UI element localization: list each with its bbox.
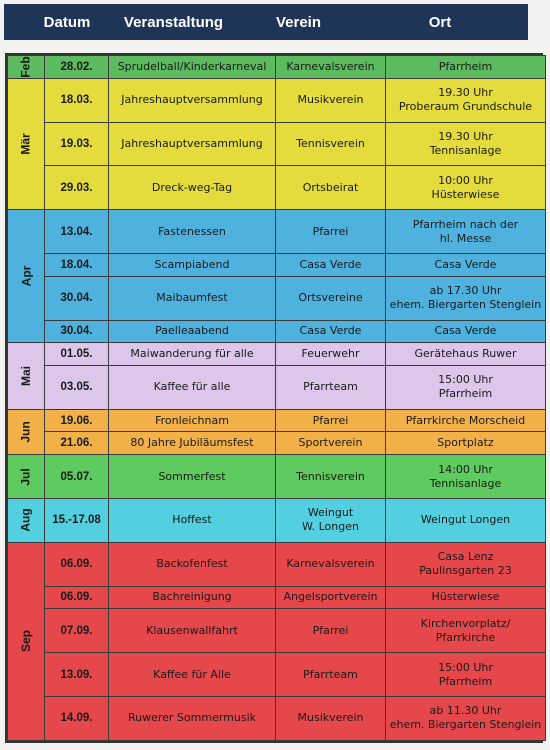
date-text: 30.04. (60, 325, 93, 338)
events-table (7, 55, 546, 741)
header-verein: Verein (275, 13, 322, 31)
event-text: 80 Jahre Jubiläumsfest (130, 436, 254, 450)
date-text: 15.-17.08 (52, 514, 101, 527)
date-text: 06.09. (60, 558, 93, 571)
club-text: Pfarrei (312, 413, 349, 427)
date-cell (45, 498, 109, 542)
date-cell (45, 166, 109, 210)
date-cell (45, 609, 109, 653)
club-text: Tennisverein (296, 136, 365, 150)
event-text: Kaffee für Alle (153, 667, 231, 681)
place-cell (386, 365, 546, 409)
month-cell (8, 56, 45, 79)
place-text: Sportplatz (437, 436, 494, 450)
place-cell (386, 609, 546, 653)
event-text: Dreck-weg-Tag (151, 180, 233, 194)
date-cell (45, 210, 109, 254)
club-text: Pfarrei (312, 623, 349, 637)
event-text: Ruwerer Sommermusik (127, 711, 257, 725)
table-row (8, 609, 546, 653)
month-label: Mai (18, 365, 33, 386)
place-text: Pfarrheim nach der hl. Messe (412, 217, 519, 245)
event-text: Klausenwallfahrt (146, 623, 238, 637)
table-row (8, 210, 546, 254)
place-text: 19.30 Uhr Tennisanlage (429, 129, 502, 157)
date-text: 05.07. (60, 470, 93, 483)
date-text: 18.04. (60, 258, 93, 271)
place-text: Casa Lenz Paulinsgarten 23 (419, 550, 512, 578)
header-ort: Ort (428, 13, 452, 31)
date-text: 13.09. (60, 668, 93, 681)
event-text: Hoffest (172, 513, 212, 527)
date-cell (45, 343, 109, 366)
club-text: Karnevalsverein (286, 557, 375, 571)
date-cell (45, 56, 109, 79)
table-row (8, 78, 546, 122)
month-label: Sep (18, 630, 33, 653)
date-cell (45, 365, 109, 409)
date-text: 29.03. (60, 181, 93, 194)
date-cell (45, 122, 109, 166)
club-text: Angelsportverein (283, 590, 378, 604)
club-cell (276, 498, 386, 542)
date-text: 03.05. (60, 381, 93, 394)
event-cell (109, 498, 276, 542)
table-row (8, 122, 546, 166)
event-cell (109, 653, 276, 697)
club-cell (276, 56, 386, 79)
event-cell (109, 542, 276, 586)
event-cell (109, 320, 276, 343)
place-cell (386, 166, 546, 210)
event-text: Paelleaabend (155, 324, 229, 338)
table-row (8, 254, 546, 277)
club-cell (276, 696, 386, 740)
table-row (8, 498, 546, 542)
month-cell (8, 498, 45, 542)
club-cell (276, 432, 386, 455)
event-text: Sprudelball/Kinderkarneval (117, 59, 267, 73)
table-row (8, 586, 546, 609)
club-text: Weingut W. Longen (302, 506, 359, 534)
date-cell (45, 696, 109, 740)
club-cell (276, 210, 386, 254)
place-cell (386, 696, 546, 740)
club-cell (276, 586, 386, 609)
place-text: ab 11.30 Uhr ehem. Biergarten Stenglein (389, 704, 542, 732)
place-cell (386, 455, 546, 499)
date-text: 07.09. (60, 624, 93, 637)
event-cell (109, 276, 276, 320)
date-text: 28.02. (60, 60, 93, 73)
date-cell (45, 542, 109, 586)
date-text: 06.09. (60, 591, 93, 604)
place-text: Gerätehaus Ruwer (414, 347, 517, 361)
event-cell (109, 210, 276, 254)
month-label: Mär (19, 133, 33, 155)
place-cell (386, 78, 546, 122)
event-text: Backofenfest (156, 557, 228, 571)
table-row (8, 56, 546, 79)
club-cell (276, 609, 386, 653)
place-text: 15:00 Uhr Pfarrheim (438, 373, 493, 401)
date-cell (45, 653, 109, 697)
club-text: Tennisverein (296, 469, 365, 483)
event-cell (109, 586, 276, 609)
table-row (8, 365, 546, 409)
event-cell (109, 56, 276, 79)
club-text: Casa Verde (299, 257, 362, 271)
club-cell (276, 78, 386, 122)
events-table-body (8, 56, 546, 741)
month-label: Apr (18, 265, 33, 287)
month-label: Feb (19, 56, 33, 78)
month-cell (8, 409, 45, 454)
month-label: Jun (19, 421, 33, 443)
place-cell (386, 210, 546, 254)
place-cell (386, 653, 546, 697)
place-text: 15:00 Uhr Pfarrheim (438, 660, 493, 688)
club-text: Pfarrteam (303, 667, 358, 681)
club-cell (276, 276, 386, 320)
table-row (8, 696, 546, 740)
event-cell (109, 609, 276, 653)
table-row (8, 653, 546, 697)
place-text: Weingut Longen (420, 513, 511, 527)
date-cell (45, 586, 109, 609)
club-cell (276, 320, 386, 343)
place-cell (386, 542, 546, 586)
event-text: Maibaumfest (156, 291, 228, 305)
table-row (8, 276, 546, 320)
place-text: Casa Verde (434, 257, 497, 271)
date-cell (45, 78, 109, 122)
event-text: Kaffee für alle (153, 380, 231, 394)
date-cell (45, 409, 109, 432)
club-text: Pfarrteam (303, 380, 358, 394)
month-cell (8, 78, 45, 210)
event-cell (109, 696, 276, 740)
club-cell (276, 343, 386, 366)
club-text: Pfarrei (312, 224, 349, 238)
date-text: 14.09. (60, 712, 93, 725)
event-cell (109, 455, 276, 499)
event-text: Scampiabend (154, 257, 230, 271)
event-text: Jahreshauptversammlung (121, 136, 263, 150)
place-text: Pfarrkirche Morscheid (405, 413, 526, 427)
place-cell (386, 56, 546, 79)
date-text: 01.05. (60, 348, 93, 361)
club-cell (276, 653, 386, 697)
club-cell (276, 166, 386, 210)
place-text: Kirchenvorplatz/ Pfarrkirche (420, 616, 511, 644)
event-text: Fastenessen (158, 224, 226, 238)
place-text: Casa Verde (434, 324, 497, 338)
place-text: Hüsterwiese (431, 590, 500, 604)
place-text: 19.30 Uhr Proberaum Grundschule (398, 86, 533, 114)
place-cell (386, 276, 546, 320)
header-datum: Datum (43, 13, 91, 31)
date-cell (45, 276, 109, 320)
event-cell (109, 122, 276, 166)
club-text: Ortsvereine (298, 291, 363, 305)
date-text: 30.04. (60, 292, 93, 305)
table-row (8, 343, 546, 366)
place-cell (386, 122, 546, 166)
event-cell (109, 409, 276, 432)
event-text: Sommerfest (158, 469, 226, 483)
club-text: Casa Verde (299, 324, 362, 338)
table-row (8, 166, 546, 210)
place-cell (386, 409, 546, 432)
table-row (8, 320, 546, 343)
place-cell (386, 586, 546, 609)
place-text: Pfarrheim (438, 59, 493, 73)
place-text: ab 17.30 Uhr ehem. Biergarten Stenglein (389, 284, 542, 312)
event-text: Bachreinigung (152, 590, 232, 604)
event-cell (109, 432, 276, 455)
place-cell (386, 432, 546, 455)
event-cell (109, 78, 276, 122)
table-row (8, 542, 546, 586)
event-cell (109, 254, 276, 277)
place-cell (386, 320, 546, 343)
place-cell (386, 498, 546, 542)
event-text: Jahreshauptversammlung (121, 93, 263, 107)
date-text: 13.04. (60, 225, 93, 238)
event-cell (109, 166, 276, 210)
event-cell (109, 343, 276, 366)
club-cell (276, 254, 386, 277)
club-text: Musikverein (297, 711, 364, 725)
event-cell (109, 365, 276, 409)
table-row (8, 432, 546, 455)
table-row (8, 409, 546, 432)
club-cell (276, 122, 386, 166)
place-cell (386, 254, 546, 277)
club-cell (276, 455, 386, 499)
events-table-container (5, 53, 543, 743)
month-cell (8, 210, 45, 343)
date-text: 19.03. (60, 137, 93, 150)
club-text: Feuerwehr (301, 347, 360, 361)
place-cell (386, 343, 546, 366)
month-cell (8, 542, 45, 740)
event-text: Fronleichnam (155, 413, 229, 427)
date-cell (45, 254, 109, 277)
month-cell (8, 455, 45, 499)
date-text: 18.03. (60, 94, 93, 107)
club-cell (276, 409, 386, 432)
club-text: Ortsbeirat (302, 180, 359, 194)
table-row (8, 455, 546, 499)
month-label: Aug (18, 508, 33, 533)
date-cell (45, 455, 109, 499)
place-text: 14:00 Uhr Tennisanlage (429, 462, 502, 490)
table-header (4, 4, 528, 40)
date-cell (45, 320, 109, 343)
club-text: Karnevalsverein (286, 59, 375, 73)
date-text: 19.06. (60, 414, 93, 427)
month-label: Jul (19, 467, 33, 486)
event-text: Maiwanderung für alle (130, 347, 254, 361)
club-cell (276, 542, 386, 586)
month-cell (8, 343, 45, 410)
club-cell (276, 365, 386, 409)
date-text: 21.06. (60, 437, 93, 450)
header-veranstaltung: Veranstaltung (123, 13, 224, 31)
club-text: Sportverein (298, 436, 363, 450)
club-text: Musikverein (297, 93, 364, 107)
date-cell (45, 432, 109, 455)
place-text: 10:00 Uhr Hüsterwiese (431, 173, 500, 201)
